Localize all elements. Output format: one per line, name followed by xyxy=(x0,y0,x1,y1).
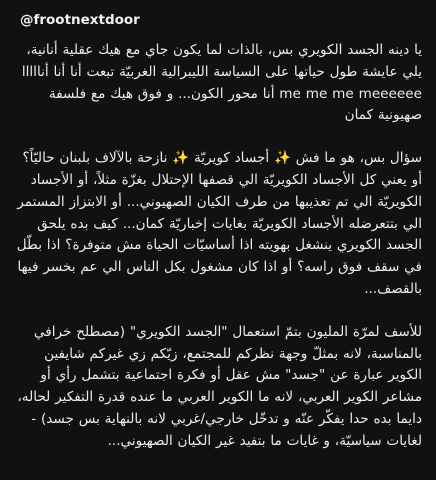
post-paragraph-2: سؤال بس، هو ما فش ✨ أجساد كويريّة ✨ نازحة بالآلاف بلبنان حاليّاً؟ أو يعني كل الأجساد الكويريّة الي قصفها الإحتلال بغزّة مثلاً، أو الأجساد الكويريّة الي تم تعذيبها من طرف الكيان الصهيوني... أو الابتزاز المستمر الي بتتعرضله الأجساد الكويريّة بغايات إخباريّة كمان... كيف بده يلحق الجسد الكويري ينشغل بهويته اذا أساسيّات الحياة مش متوفرة؟ اذا بطّل في سقف فوق راسه؟ أو اذا كان مشغول بكل الناس الي عم بخسر فيها بالقصف... xyxy=(16,150,422,297)
post-username[interactable]: @frootnextdoor xyxy=(20,12,140,28)
post-paragraph-3: للأسف لمرّة المليون بتمّ استعمال "الجسد الكويري" (مصطلح خرافي بالمناسبة، لانه بمثلّ وجهة نظركم للمجتمع، زيّكم زي غيركم شايفين الكوير عبارة عن "جسد" مش عقل أو فكرة اجتماعية بتشمل رأي أو مشاعر الكوير العربي، لانه ما الكوير العربي ما عنده قدرة التفكير لحاله، دايما بده حدا يفكّر عنّه و تدخّل خارجي/غربي لانه بالنهاية بس جسد) - لغايات سياسيّة، و غايات ما بتفيد غير الكيان الصهيوني... xyxy=(17,323,422,449)
post-body xyxy=(14,40,422,453)
post-paragraph-1: يا دينه الجسد الكويري بس، بالذات لما يكون جاي مع هيك عقلية أنانية، يلي عايشة طول حياتها على السياسة الليبرالية الغربيّة تبعت أنا أنا أنااااا me me me meeeeee أنا محور الكون... و فوق هيك مع فلسفة صهيونية كمان xyxy=(21,42,422,124)
